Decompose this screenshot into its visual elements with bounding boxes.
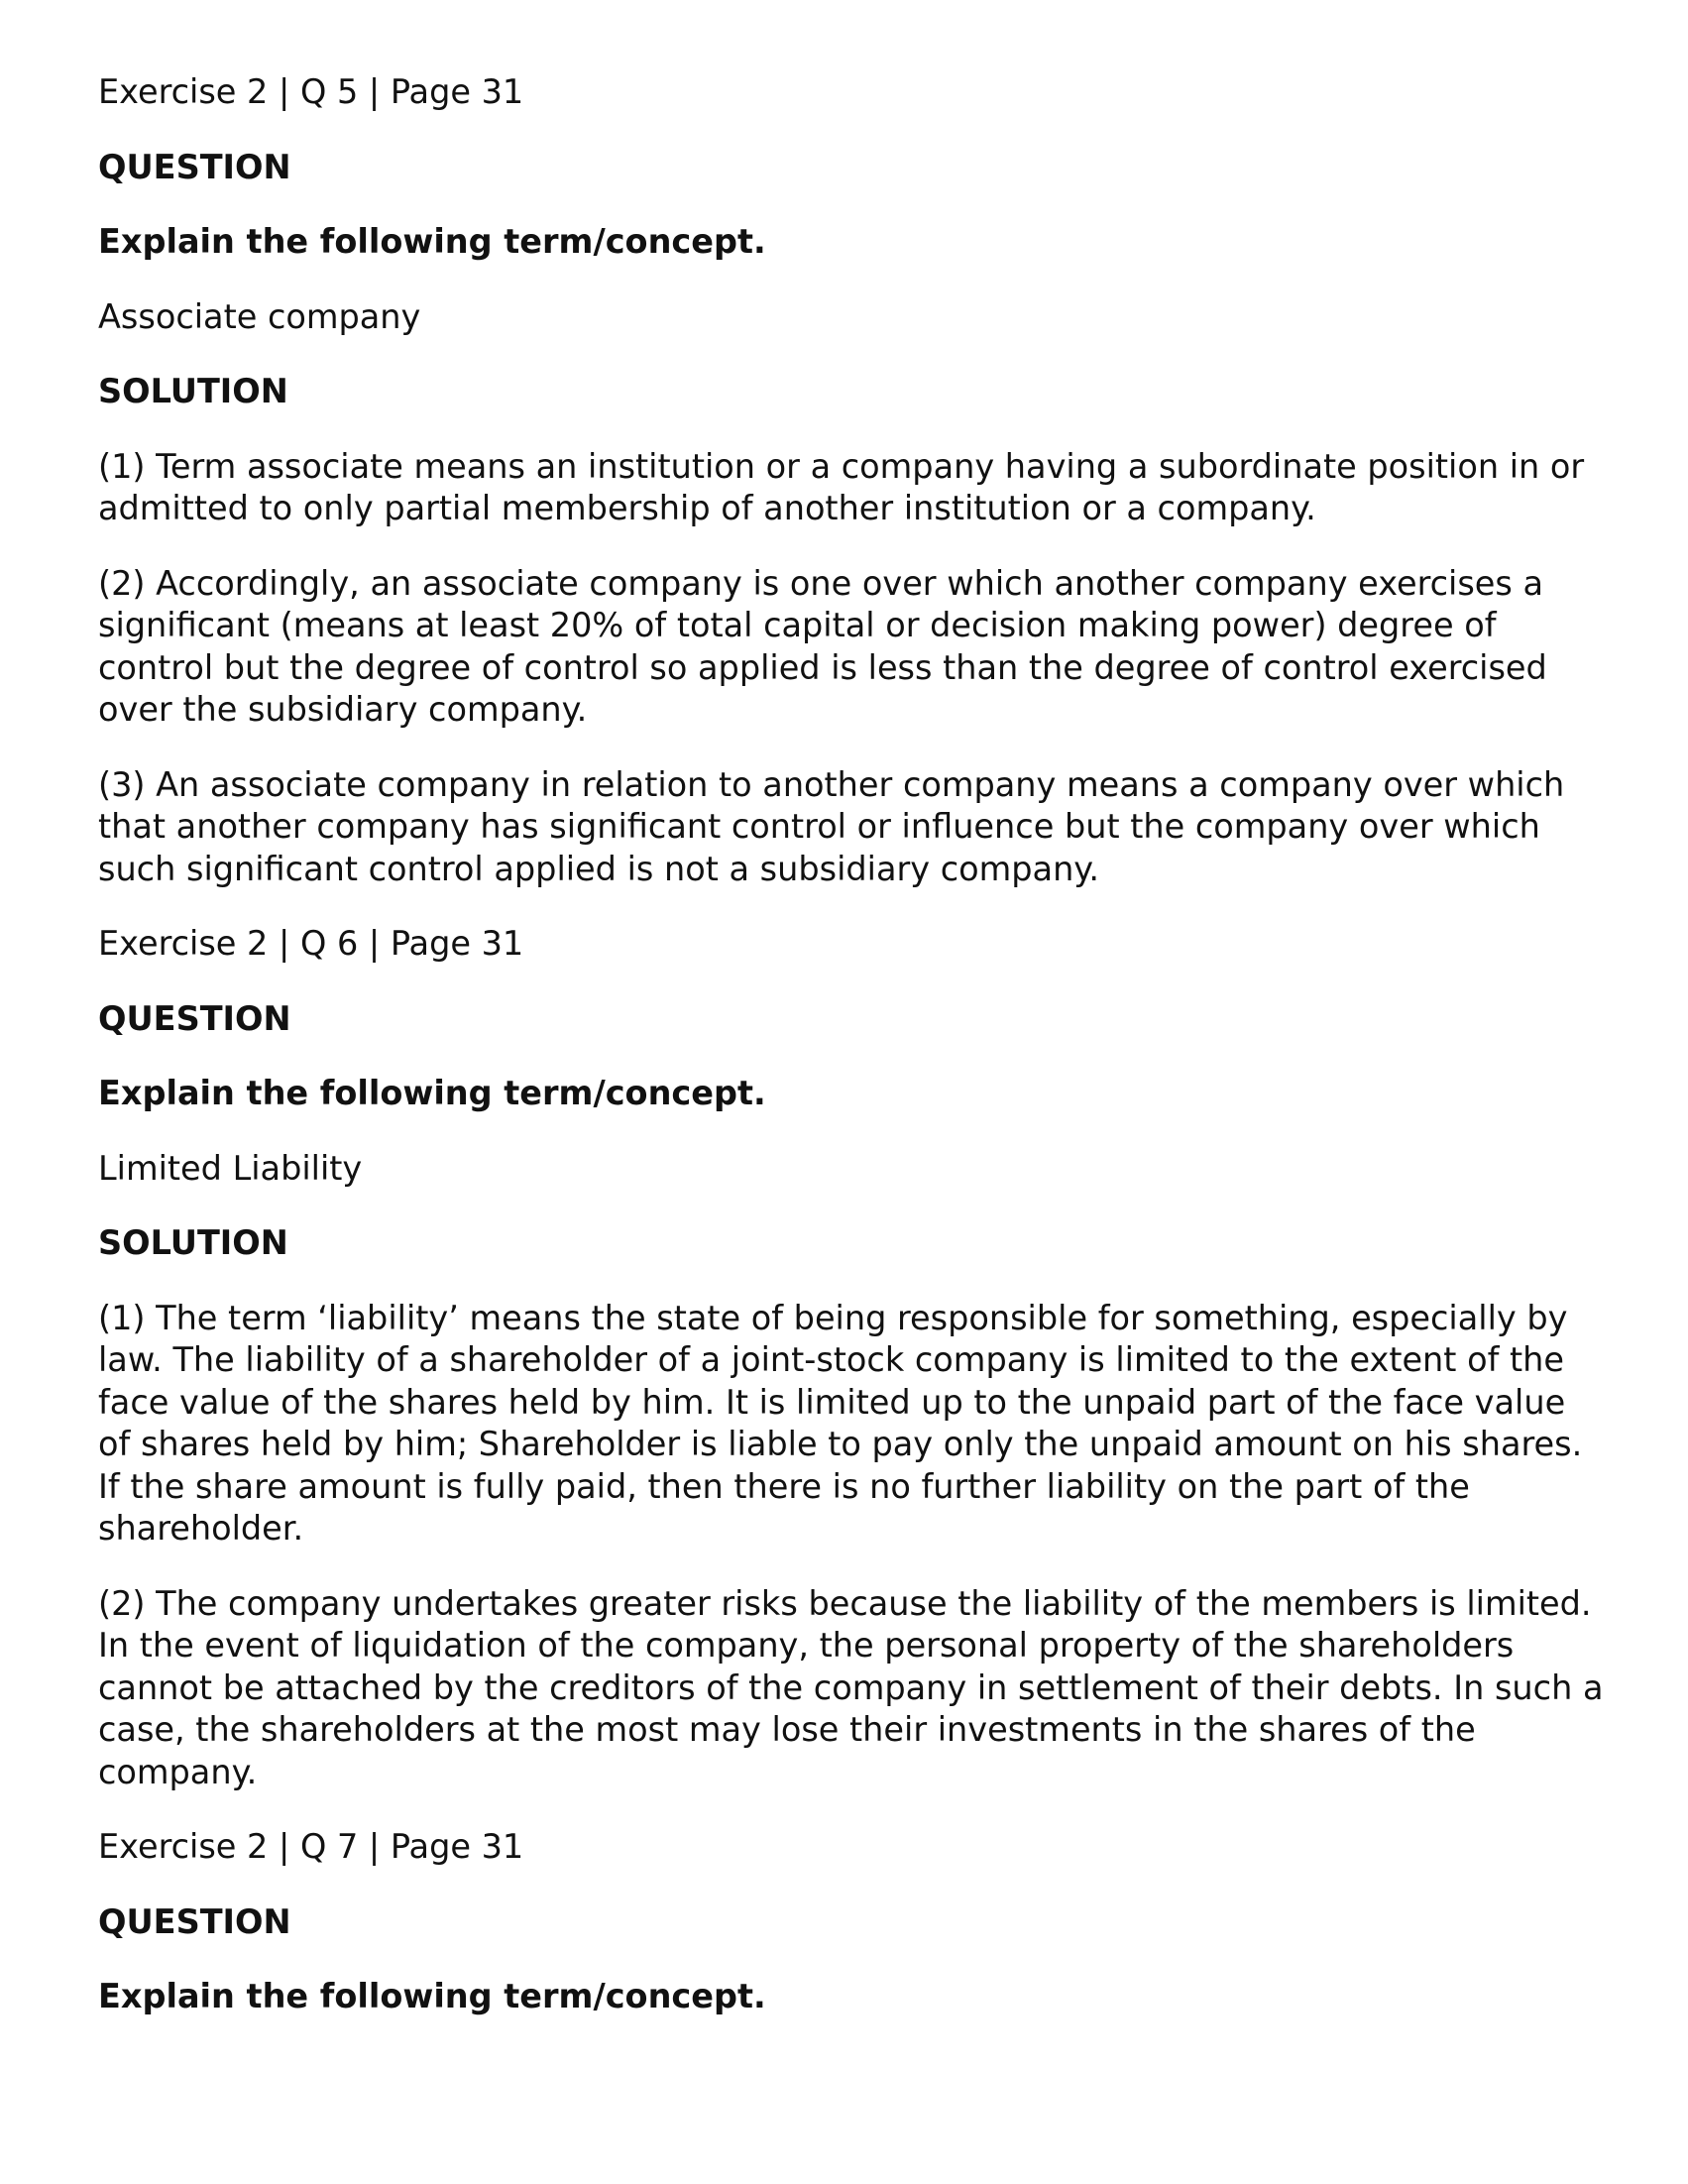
question-section-q6	[98, 923, 1605, 1793]
question-section-q7	[98, 1826, 1605, 2018]
question-term: Limited Liability	[98, 1148, 363, 1188]
question-instruction: Explain the following term/concept.	[98, 1074, 766, 1112]
solution-paragraph: (3) An associate company in relation to another company means a company over which that another company has significant control or influence but the company over which such significant control applied is not a subsidiary company.	[98, 764, 1565, 888]
exercise-reference: Exercise 2 | Q 5 | Page 31	[98, 72, 524, 111]
question-term: Associate company	[98, 296, 421, 336]
solution-paragraph: (2) The company undertakes greater risks because the liability of the members is limited. In the event of liquidation of the company, the personal property of the shareholders cannot be attached by the creditors of the company in settlement of their debts. In such a case, the shareholders at the most may lose their investments in the shares of the company.	[98, 1583, 1604, 1791]
exercise-reference: Exercise 2 | Q 6 | Page 31	[98, 924, 524, 963]
solution-paragraph: (1) Term associate means an institution or a company having a subordinate position in or admitted to only partial membership of another institution or a company.	[98, 446, 1585, 527]
question-heading: QUESTION	[98, 1901, 291, 1941]
question-section-q5	[98, 71, 1605, 890]
solution-paragraph: (1) The term ‘liability’ means the state of being responsible for something, especially by law. The liability of a shareholder of a joint-stock company is limited to the extent of the face value of the shares held by him. It is limited up to the unpaid part of the face value of shares held by him; Shareholder is liable to pay only the unpaid amount on his shares. If the share amount is fully paid, then there is no further liability on the part of the shareholder.	[98, 1298, 1583, 1548]
question-heading: QUESTION	[98, 998, 291, 1038]
solution-heading: SOLUTION	[98, 372, 288, 410]
document-page	[98, 71, 1605, 2051]
exercise-reference: Exercise 2 | Q 7 | Page 31	[98, 1827, 524, 1866]
question-instruction: Explain the following term/concept.	[98, 1977, 766, 2015]
solution-heading: SOLUTION	[98, 1223, 288, 1262]
question-heading: QUESTION	[98, 147, 291, 186]
solution-paragraph: (2) Accordingly, an associate company is one over which another company exercises a significant (means at least 20% of total capital or decision making power) degree of control but the degree of control so applied is less than the degree of control exercised over the subsidiary company.	[98, 563, 1547, 729]
question-instruction: Explain the following term/concept.	[98, 222, 766, 261]
